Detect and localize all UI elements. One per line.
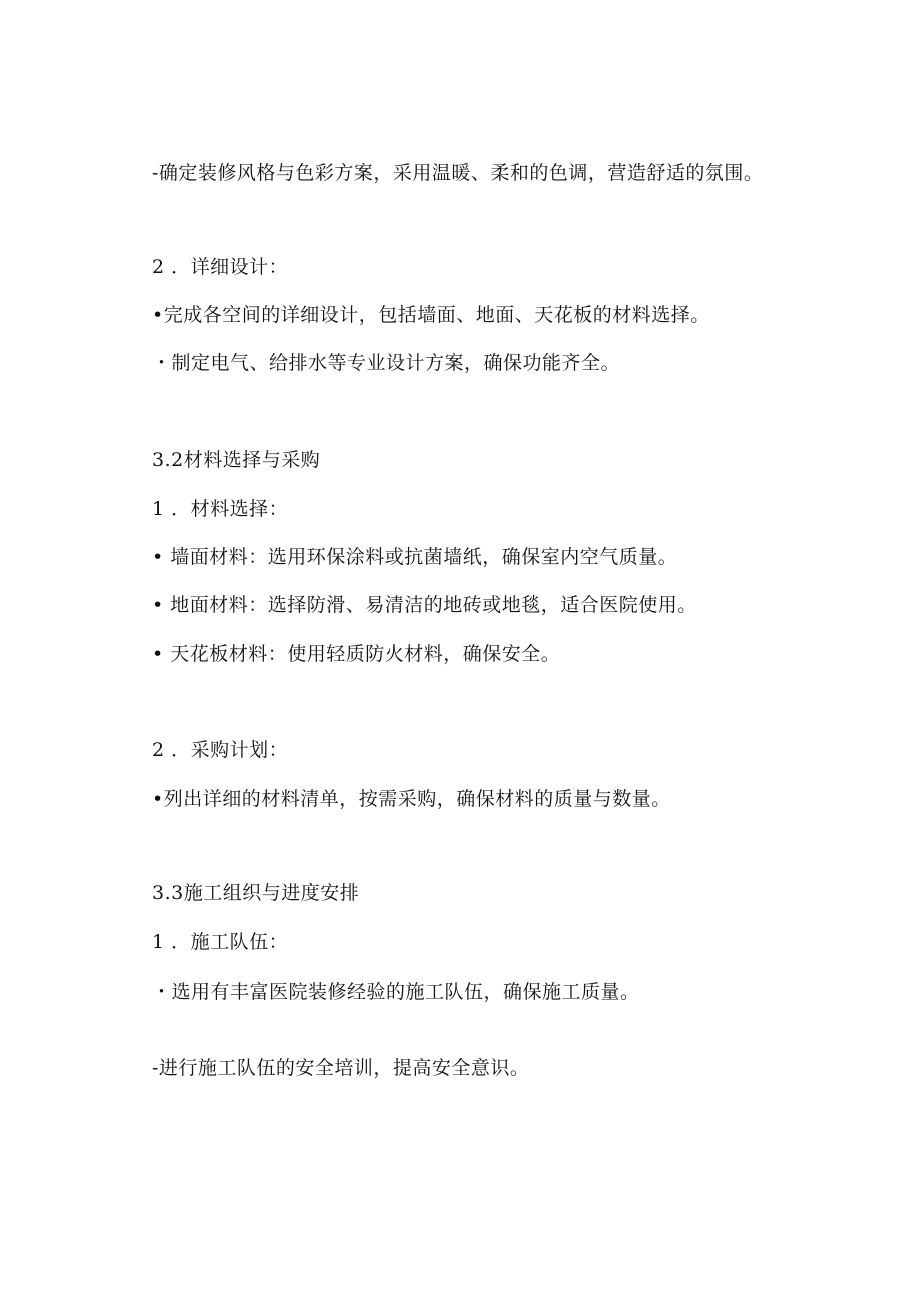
numbered-heading: 2 ．采购计划： (152, 739, 289, 761)
bullet-item: • 墙面材料：选用环保涂料或抗菌墙纸，确保室内空气质量。 (152, 546, 678, 568)
bullet-item: •列出详细的材料清单，按需采购，确保材料的质量与数量。 (152, 788, 671, 810)
numbered-heading: 1 ．施工队伍： (152, 931, 289, 953)
numbered-heading: 1 ．材料选择： (152, 498, 289, 520)
bullet-item: •完成各空间的详细设计，包括墙面、地面、天花板的材料选择。 (152, 304, 710, 326)
numbered-heading: 2 ．详细设计： (152, 256, 289, 278)
bullet-item: ・选用有丰富医院装修经验的施工队伍，确保施工质量。 (152, 981, 640, 1003)
bullet-item: -进行施工队伍的安全培训，提高安全意识。 (152, 1057, 530, 1079)
paragraph-line: -确定装修风格与色彩方案，采用温暖、柔和的色调，营造舒适的氛围。 (152, 162, 764, 184)
bullet-item: ・制定电气、给排水等专业设计方案，确保功能齐全。 (152, 352, 621, 374)
section-heading: 3.3施工组织与进度安排 (152, 882, 360, 904)
section-heading: 3.2材料选择与采购 (152, 449, 321, 471)
bullet-item: • 天花板材料：使用轻质防火材料，确保安全。 (152, 643, 561, 665)
bullet-item: • 地面材料：选择防滑、易清洁的地砖或地毯，适合医院使用。 (152, 594, 697, 616)
